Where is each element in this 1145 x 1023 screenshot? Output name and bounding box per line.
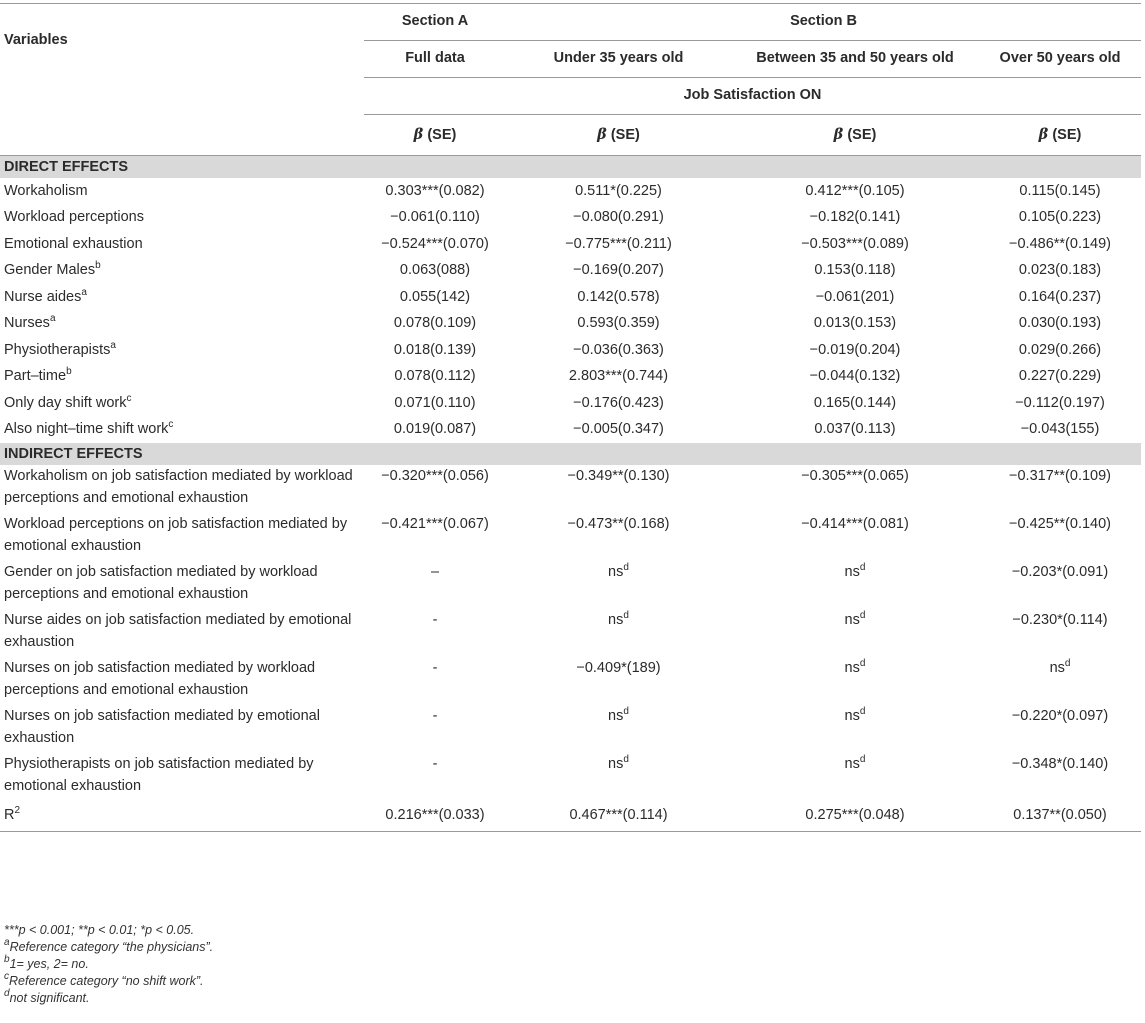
value-cell: $ns^d$ <box>608 706 629 724</box>
table-row <box>0 561 1141 609</box>
variable-label: Physiotherapists on job satisfaction mediated by emotional exhaustion <box>4 756 314 794</box>
value-cell: 0.105(0.223) <box>1018 209 1102 225</box>
section-row <box>0 156 1141 179</box>
table-row <box>0 205 1141 232</box>
value-cell: −0.421***(0.067) <box>381 516 489 532</box>
variable-label: Nurse aides$^a$ <box>4 286 87 305</box>
section-title: DIRECT EFFECTS <box>0 156 1141 179</box>
variable-label: Emotional exhaustion <box>4 235 143 252</box>
r-squared-value: 0.467***(0.114) <box>506 801 731 832</box>
value-cell: −0.043(155) <box>1020 421 1100 437</box>
footnote-text: 1= yes, 2= no. <box>9 957 89 971</box>
value-cell: −0.425**(0.140) <box>1009 516 1111 532</box>
section-a-header: Section A <box>364 4 506 41</box>
footnote-mark: a <box>4 937 10 948</box>
value-cell: 0.078(0.112) <box>394 368 476 384</box>
table-row <box>0 337 1141 364</box>
footnote <box>4 973 213 990</box>
footnote-text: not significant. <box>9 991 90 1005</box>
value-cell: −0.473**(0.168) <box>567 516 670 532</box>
beta-se-header: β (SE) <box>364 115 506 156</box>
between-35-50-header: Between 35 and 50 years old <box>756 50 954 67</box>
value-cell: 0.023(0.183) <box>1018 262 1102 278</box>
value-cell: 0.164(0.237) <box>1018 288 1102 305</box>
value-cell: $ns^d$ <box>844 754 866 772</box>
value-cell: $ns^d$ <box>844 610 866 628</box>
variable-label: Nurses on job satisfaction mediated by workload perceptions and emotional exhaustion <box>4 660 316 698</box>
value-cell: 0.593(0.359) <box>577 315 660 331</box>
value-cell: −0.044(0.132) <box>809 368 901 384</box>
table-row <box>0 390 1141 417</box>
value-cell: - <box>432 660 438 676</box>
r-squared-row <box>0 801 1141 832</box>
value-cell: −0.061(0.110) <box>390 209 480 225</box>
footnote <box>4 956 213 973</box>
value-cell: 0.037(0.113) <box>814 421 896 437</box>
variable-label: Part–time$^b$ <box>4 366 72 384</box>
value-cell: −0.169(0.207) <box>573 262 664 278</box>
table-row <box>0 178 1141 205</box>
table-body <box>0 156 1141 832</box>
value-cell: −0.348*(0.140) <box>1011 756 1109 772</box>
value-cell: 0.153(0.118) <box>814 262 896 278</box>
results-table <box>0 3 1141 832</box>
table-row <box>0 284 1141 311</box>
job-satisfaction-header: Job Satisfaction ON <box>364 78 1141 115</box>
value-cell: 0.303***(0.082) <box>385 182 485 199</box>
value-cell: −0.061(201) <box>815 288 895 305</box>
variable-label: Workaholism <box>4 182 88 199</box>
blank-header-cell <box>0 115 364 156</box>
value-cell: −0.019(0.204) <box>809 341 901 358</box>
value-cell: – <box>430 564 440 580</box>
section-b-header: Section B <box>506 4 1141 41</box>
value-cell: −0.112(0.197) <box>1015 394 1105 411</box>
value-cell: −0.080(0.291) <box>573 209 664 225</box>
value-cell: 0.071(0.110) <box>394 394 476 411</box>
table-row <box>0 705 1141 753</box>
r-squared-value: 0.137**(0.050) <box>979 801 1141 832</box>
footnote <box>4 990 213 1007</box>
variable-label: Gender Males$^b$ <box>4 260 101 278</box>
table-header <box>0 4 1141 156</box>
table-row <box>0 657 1141 705</box>
under-35-header: Under 35 years old <box>553 50 684 67</box>
value-cell: 2.803***(0.744) <box>568 368 669 384</box>
value-cell: $ns^d$ <box>844 562 866 580</box>
beta-se-header: β (SE) <box>731 115 979 156</box>
blank-header-cell <box>0 78 364 115</box>
table-row <box>0 513 1141 561</box>
variable-label: Workload perceptions <box>4 209 144 225</box>
value-cell: 0.165(0.144) <box>813 394 897 411</box>
value-cell: −0.320***(0.056) <box>381 468 489 484</box>
value-cell: $ns^d$ <box>608 562 629 580</box>
value-cell: −0.305***(0.065) <box>801 468 909 484</box>
value-cell: - <box>432 708 438 724</box>
value-cell: 0.511*(0.225) <box>575 182 662 199</box>
variable-label: Workload perceptions on job satisfaction mediated by emotional exhaustion <box>4 516 348 554</box>
value-cell: −0.176(0.423) <box>573 394 664 411</box>
value-cell: 0.029(0.266) <box>1018 341 1102 358</box>
variable-label: Also night–time shift work$^c$ <box>4 419 174 437</box>
table-footnotes <box>4 922 213 1007</box>
value-cell: 0.013(0.153) <box>813 315 897 331</box>
table-row <box>0 258 1141 285</box>
value-cell: −0.349**(0.130) <box>567 468 670 484</box>
value-cell: −0.203*(0.091) <box>1011 564 1109 580</box>
value-cell: 0.412***(0.105) <box>805 182 905 199</box>
value-cell: 0.055(142) <box>399 288 471 305</box>
value-cell: 0.078(0.109) <box>393 315 477 331</box>
value-cell: $ns^d$ <box>608 754 629 772</box>
table-row <box>0 753 1141 801</box>
value-cell: −0.317**(0.109) <box>1009 468 1111 484</box>
table-row <box>0 311 1141 338</box>
table-row <box>0 609 1141 657</box>
variable-label: Workaholism on job satisfaction mediated by workload perceptions and emotional exhaustion <box>4 468 353 506</box>
footnote <box>4 939 213 956</box>
table-row <box>0 417 1141 444</box>
r-squared-label: $R^2$ <box>0 801 364 832</box>
value-cell: −0.414***(0.081) <box>801 516 909 532</box>
table-row <box>0 231 1141 258</box>
over-50-header: Over 50 years old <box>999 50 1121 67</box>
value-cell: 0.115(0.145) <box>1019 182 1101 199</box>
value-cell: −0.524***(0.070) <box>381 235 489 252</box>
variable-label: Nurses on job satisfaction mediated by emotional exhaustion <box>4 708 320 746</box>
value-cell: −0.220*(0.097) <box>1011 708 1109 724</box>
value-cell: - <box>432 756 438 772</box>
footnote-mark: b <box>4 954 10 965</box>
value-cell: −0.409*(189) <box>576 660 661 676</box>
value-cell: −0.182(0.141) <box>809 209 901 225</box>
value-cell: −0.005(0.347) <box>573 421 664 437</box>
value-cell: 0.018(0.139) <box>393 341 477 358</box>
value-cell: −0.503***(0.089) <box>801 235 909 252</box>
footnote <box>4 922 213 939</box>
footnote-mark: d <box>4 988 10 999</box>
value-cell: −0.036(0.363) <box>573 341 664 358</box>
section-title: INDIRECT EFFECTS <box>0 443 1141 465</box>
footnote-text: Reference category “no shift work”. <box>9 974 204 988</box>
section-row <box>0 443 1141 465</box>
value-cell: −0.775***(0.211) <box>565 235 672 252</box>
beta-se-header: β (SE) <box>979 115 1141 156</box>
value-cell: $ns^d$ <box>844 658 866 676</box>
variable-label: Nurse aides on job satisfaction mediated by emotional exhaustion <box>4 612 352 650</box>
full-data-header: Full data <box>405 50 465 67</box>
beta-se-header: β (SE) <box>506 115 731 156</box>
variables-header: Variables <box>4 32 68 48</box>
footnote-text: Reference category “the physicians”. <box>9 940 214 954</box>
r-squared-value: 0.275***(0.048) <box>731 801 979 832</box>
variable-label: Nurses$^a$ <box>4 313 56 331</box>
value-cell: 0.030(0.193) <box>1018 315 1102 331</box>
variable-label: Only day shift work$^c$ <box>4 392 132 411</box>
r-squared-value: 0.216***(0.033) <box>364 801 506 832</box>
value-cell: 0.063(088) <box>399 262 471 278</box>
value-cell: $ns^d$ <box>1049 658 1071 676</box>
footnote-text: ***p < 0.001; **p < 0.01; *p < 0.05. <box>4 923 195 937</box>
table-row <box>0 364 1141 391</box>
value-cell: $ns^d$ <box>608 610 629 628</box>
value-cell: $ns^d$ <box>844 706 866 724</box>
variable-label: Gender on job satisfaction mediated by workload perceptions and emotional exhaustion <box>4 564 318 602</box>
value-cell: - <box>432 612 438 628</box>
value-cell: 0.227(0.229) <box>1018 368 1102 384</box>
value-cell: −0.486**(0.149) <box>1009 235 1111 252</box>
table-row <box>0 465 1141 513</box>
footnote-mark: c <box>4 971 9 982</box>
variable-label: Physiotherapists$^a$ <box>4 339 116 358</box>
value-cell: −0.230*(0.114) <box>1012 612 1108 628</box>
value-cell: 0.142(0.578) <box>577 288 660 305</box>
value-cell: 0.019(0.087) <box>393 421 477 437</box>
